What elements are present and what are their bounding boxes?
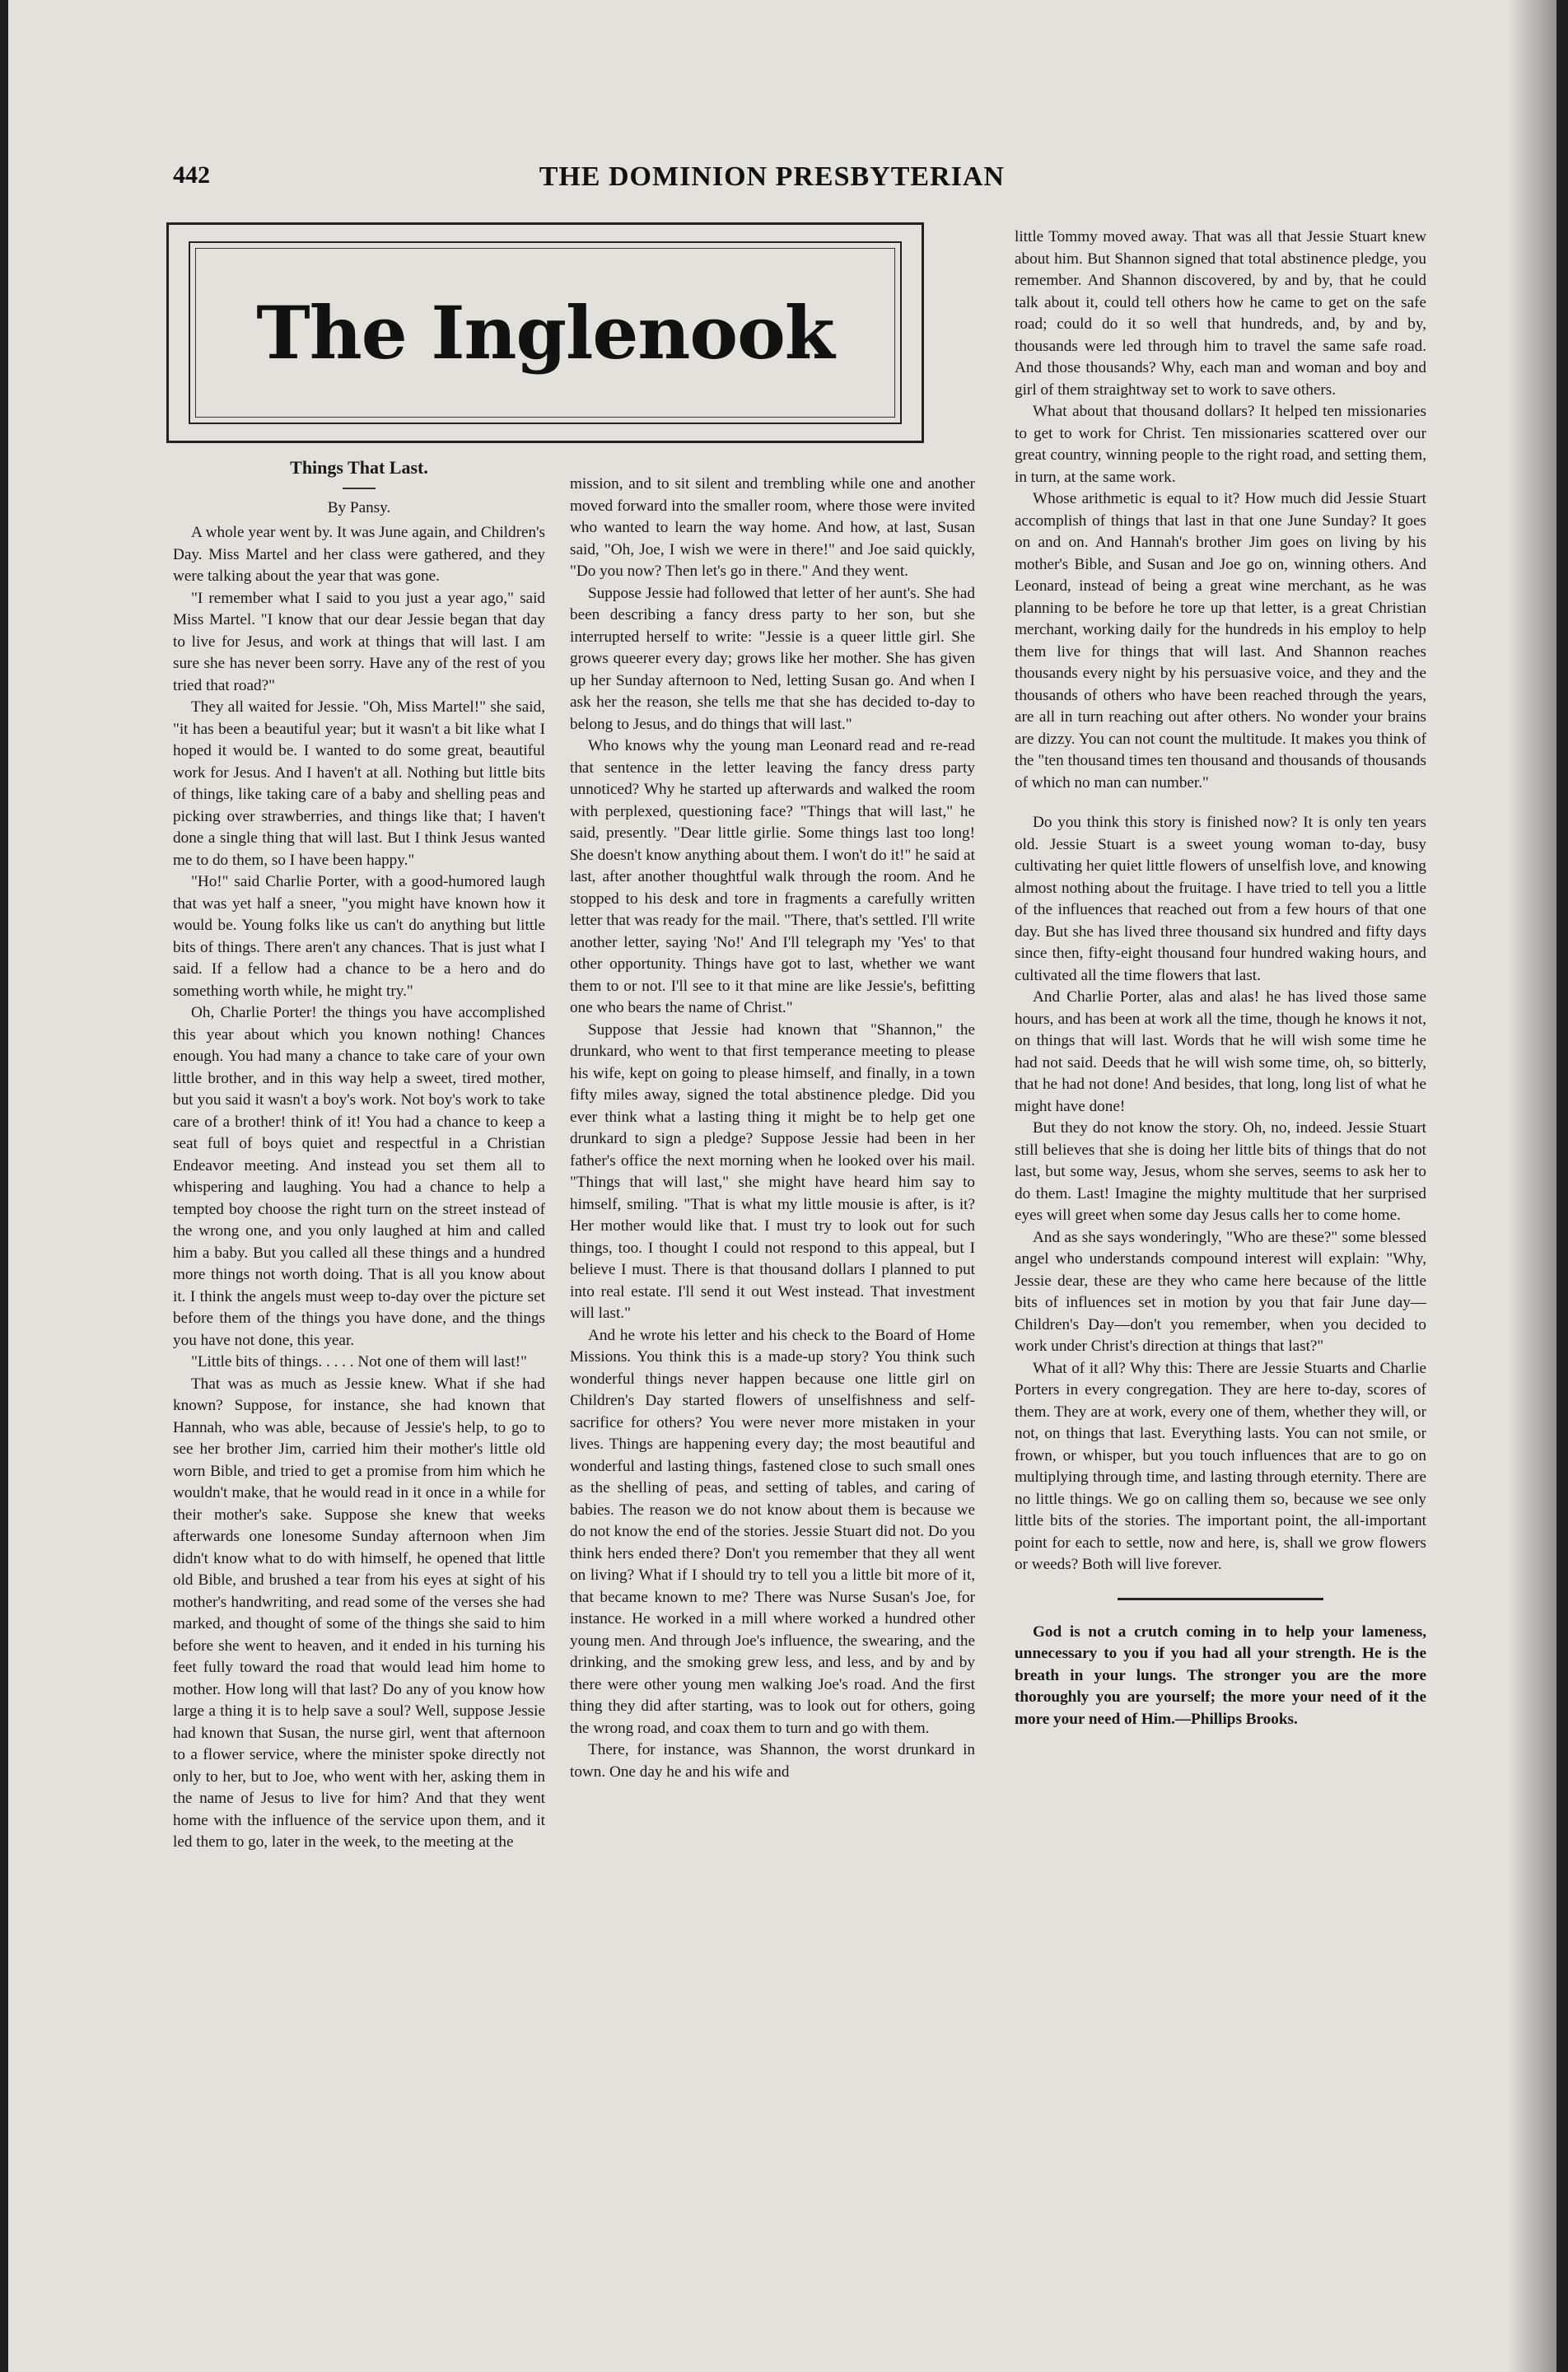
paragraph-gap	[1015, 794, 1426, 812]
paragraph: Suppose Jessie had followed that letter of her aunt's. She had been describing a fancy dress party to her son, but she interrupted herself to write: "Jessie is a queer little girl. She grows queerer every day; grows like her mother. She has given up her Sunday afternoon to Ned, letting Susan go. And when I ask her the reason, she tells me that she has decided to-day to belong to Jesus, and do things that will last."	[570, 584, 975, 733]
paragraph: What about that thousand dollars? It helped ten missionaries to get to work for Christ. Ten missionaries scattered over our great country, winning people to the right road, and setting them, in turn, at the same work.	[1015, 403, 1426, 486]
page-header	[173, 161, 1005, 201]
paragraph: And he wrote his letter and his check to the Board of Home Missions. You think this is a made-up story? You think such wonderful things never happen because one little girl on Children's Day started flowers of unselfishness and self-sacrifice for others? You were never more mistaken in your lives. Things are happening every day; the most beautiful and wonderful and lasting things, fastened close to such small ones as the shelling of peas, and setting of tables, and caring of babies. The reason we do not know about them is because we do not know the end of the stories. Jessie Stuart did not. Do you think hers ended there? Don't you remember that they all went on living? What if I should try to tell you a little bit more of it, that became known to me? There was Nurse Susan's Joe, for instance. He worked in a mill where worked a hundred other young men. And through Joe's influence, the swearing, and the drinking, and the smoking grew less, and less, and by and by there were other young men walking Joe's road. And the first thing they did after starting, was to look out for others, going the wrong road, and coax them to turn and go with them.	[570, 1326, 975, 1737]
title-rule	[343, 488, 376, 489]
page-number: 442	[173, 161, 210, 189]
paragraph: Who knows why the young man Leonard read and re-read that sentence in the letter leaving the fancy dress party unnoticed? Why he started up afterwards and walked the room with perplexed, questioning face? "Things that will last," he said, presently. "Dear little girlie. Some things last too long! She doesn't know anything about them. I won't do it!" he said at last, after another thoughtful walk through the room. And he stopped to his desk and tore in fragments a carefully written letter that was ready for the mail. "There, that's settled. I'll write another letter, saying 'No!' And I'll telegraph my 'Yes' to that other opportunity. Things have got to last, whether we want them to or not. I'll see to it that mine are like Jessie's, befitting one who bears the name of Christ."	[570, 737, 975, 1016]
article-column-2	[570, 474, 975, 1783]
closing-rule	[1118, 1598, 1323, 1600]
journal-title: THE DOMINION PRESBYTERIAN	[539, 161, 1005, 192]
paragraph: And as she says wonderingly, "Who are these?" some blessed angel who understands compound interest will explain: "Why, Jessie dear, these are they who came here because of the little bits of influences set in motion by you that fair June day—Children's Day—don't you remember, when you decided to work under Christ's direction at things that last?"	[1015, 1228, 1426, 1355]
paragraph: "Little bits of things. . . . . Not one of them will last!"	[191, 1353, 527, 1370]
masthead-frame	[189, 241, 902, 424]
closing-quote: God is not a crutch coming in to help your lameness, unnecessary to you if you had all your strength. He is the breath in your lungs. The stronger you are the more thoroughly you are yourself; the more your need of it the more your need of Him.—Phillips Brooks.	[1015, 1623, 1426, 1728]
story-byline: By Pansy.	[327, 498, 391, 516]
paragraph: "I remember what I said to you just a year ago," said Miss Martel. "I know that our dear Jessie began that day to live for Jesus, and work at things that will last. I am sure she has never been sorry. Have any of the rest of you tried that road?"	[173, 589, 545, 694]
paragraph: That was as much as Jessie knew. What if she had known? Suppose, for instance, she had known that Hannah, who was able, because of Jessie's help, to go to see her brother Jim, carried him their mother's little old worn Bible, and tried to get a promise from him which he wouldn't make, that he would read in it once in a while for their mother's sake. Suppose she knew that weeks afterwards one lonesome Sunday afternoon when Jim didn't know what to do with himself, he opened that little old Bible, and brushed a tear from his eyes at sight of his mother's handwriting, and read some of the verses she had marked, and thought of some of the things she said to him before she went to heaven, and it ended in his turning his feet fully toward the road that would lead him home to mother. How long will that last? Do any of you know how large a thing it is to help save a soul? Well, suppose Jessie had known that Susan, the nurse girl, went that afternoon to a flower service, where the minister spoke directly not only to her, but to Joe, who went with her, asking them in the name of Jesus to live for him? And that they went home with the influence of the service upon them, and it led them to go, later in the week, to the meeting at the	[173, 1375, 545, 1851]
paragraph: But they do not know the story. Oh, no, indeed. Jessie Stuart still believes that she is doing her little bits of things that do not last, but some way, Jesus, whom she serves, seems to ask her to do them. Last! Imagine the mighty multitude that her surprised eyes will greet when some day Jesus calls her to come home.	[1015, 1119, 1426, 1224]
paragraph: A whole year went by. It was June again, and Children's Day. Miss Martel and her class were gathered, and they were talking about the year that was gone.	[173, 524, 545, 585]
paragraph: little Tommy moved away. That was all that Jessie Stuart knew about him. But Shannon signed that total abstinence pledge, you remember. And Shannon discovered, by and by, that he could talk about it, could tell others how he came to get on the safe road; could do it so well that hundreds, and, by and by, thousands were led through him to travel the same safe road. And those thousands? Why, each man and woman and boy and girl of them straightway set to work to save others.	[1015, 228, 1426, 399]
article-column-3	[1015, 226, 1426, 1730]
paragraph: What of it all? Why this: There are Jessie Stuarts and Charlie Porters in every congregation. They are here to-day, scores of them. They are at work, every one of them, whether they will, or not, on things that last. Everything lasts. You can not smile, or frown, or whisper, but you touch influences that are to go on multiplying through time, and lasting through eternity. There are no little things. We go on calling them so, because we see only little bits of the stories. The important point, the all-important point for each to settle, now and here, is, shall we grow flowers or weeds? Both will live forever.	[1015, 1359, 1426, 1573]
paragraph: Whose arithmetic is equal to it? How much did Jessie Stuart accomplish of things that last in that one June Sunday? It goes on and on. And Hannah's brother Jim goes on living by his mother's Bible, and Susan and Joe go on, winning others. And Leonard, instead of being a great wine merchant, as he was planning to be before he tore up that letter, is a great Christian merchant, working daily for the hundreds in his employ to help them live for things that will last. And Shannon reaches thousands every night by his persuasive voice, and they and the thousands of others who have been reached through the years, are all in turn reaching out after others. No wonder your brains are dizzy. You can not count the multitude. It makes you think of the "ten thousand times ten thousand and thousands of thousands of which no man can number."	[1015, 490, 1426, 791]
article-column-1	[173, 457, 545, 1854]
story-title: Things That Last.	[290, 457, 428, 478]
paragraph: There, for instance, was Shannon, the worst drunkard in town. One day he and his wife and	[570, 1741, 975, 1781]
paragraph: Oh, Charlie Porter! the things you have accomplished this year about which you known nothing! Chances enough. You had many a chance to take care of your own little brother, and in this way help a sweet, tired mother, but you said it wasn't a boy's work. Not boy's work to take care of a brother! think of it! You had a chance to keep a seat full of boys quiet and respectful in a Christian Endeavor meeting. And instead you set them all to whispering and laughing. You had a chance to help a tempted boy choose the right turn on the street instead of the wrong one, and you only laughed at him and called him a baby. But you called all these things and a hundred more things not worth doing. That is all you know about it. I think the angels must weep to-day over the picture set before them of the things you have done, and the things you have not done, this year.	[173, 1004, 545, 1349]
section-masthead	[166, 222, 924, 443]
paragraph: Do you think this story is finished now? It is only ten years old. Jessie Stuart is a sweet young woman to-day, busy cultivating her quiet little flowers of unselfish love, and knowing almost nothing about the fruitage. I have tried to tell you a little of the influences that reached out from a few hours of that one day. But she has lived three thousand six hundred and fifty days since then, fifty-eight thousand four hundred waking hours, and cultivated all the time flowers that last.	[1015, 814, 1426, 984]
binding-shadow	[1507, 0, 1556, 2372]
section-title: The Inglenook	[256, 290, 834, 376]
paragraph: mission, and to sit silent and trembling while one and another moved forward into the smaller room, where those were invited who wanted to learn the way home. And how, at last, Susan said, "Oh, Joe, I wish we were in there!" and Joe said quickly, "Do you now? Then let's go in there." And they went.	[570, 475, 975, 580]
paragraph: And Charlie Porter, alas and alas! he has lived those same hours, and has been at work all the time, though he knows it not, on things that will last. Words that he will wish some time he had not said. Deeds that he will wish some time, oh, so bitterly, that he had not done! And besides, that long, long list of what he might have done!	[1015, 988, 1426, 1115]
paragraph: "Ho!" said Charlie Porter, with a good-humored laugh that was yet half a sneer, "you might have known how it would be. Young folks like us can't do anything but little bits of things. There aren't any chances. That is just what I said. If a fellow had a chance to be a hero and do something worth while, he might try."	[173, 873, 545, 1000]
newspaper-page	[8, 0, 1556, 2372]
masthead-inner-frame	[195, 248, 895, 418]
paragraph: Suppose that Jessie had known that "Shannon," the drunkard, who went to that first temperance meeting to please his wife, kept on going to please himself, and finally, in a town fifty miles away, signed the total abstinence pledge. Did you ever think what a lasting thing it might be to help get one drunkard to sign a pledge? Suppose Jessie had been in her father's office the next morning when he looked over his mail. "Things that will last," she might have heard him say to himself, smiling. "That is what my little mousie is after, is it? Her mother would like that. I must try to look out for such things, too. I thought I could not respond to this appeal, but I believe I must. There is that thousand dollars I planned to put into real estate. I'll send it out West instead. That investment will last."	[570, 1020, 975, 1322]
paragraph: They all waited for Jessie. "Oh, Miss Martel!" she said, "it has been a beautiful year; but it wasn't a bit like what I hoped it would be. I wanted to do some great, beautiful work for Jesus. And I haven't at all. Nothing but little bits of things, like taking care of a baby and shelling peas and picking over strawberries, and things like that; I haven't done a single thing that will last. But I think Jesus wanted me to do them, so I have been happy."	[173, 698, 545, 869]
